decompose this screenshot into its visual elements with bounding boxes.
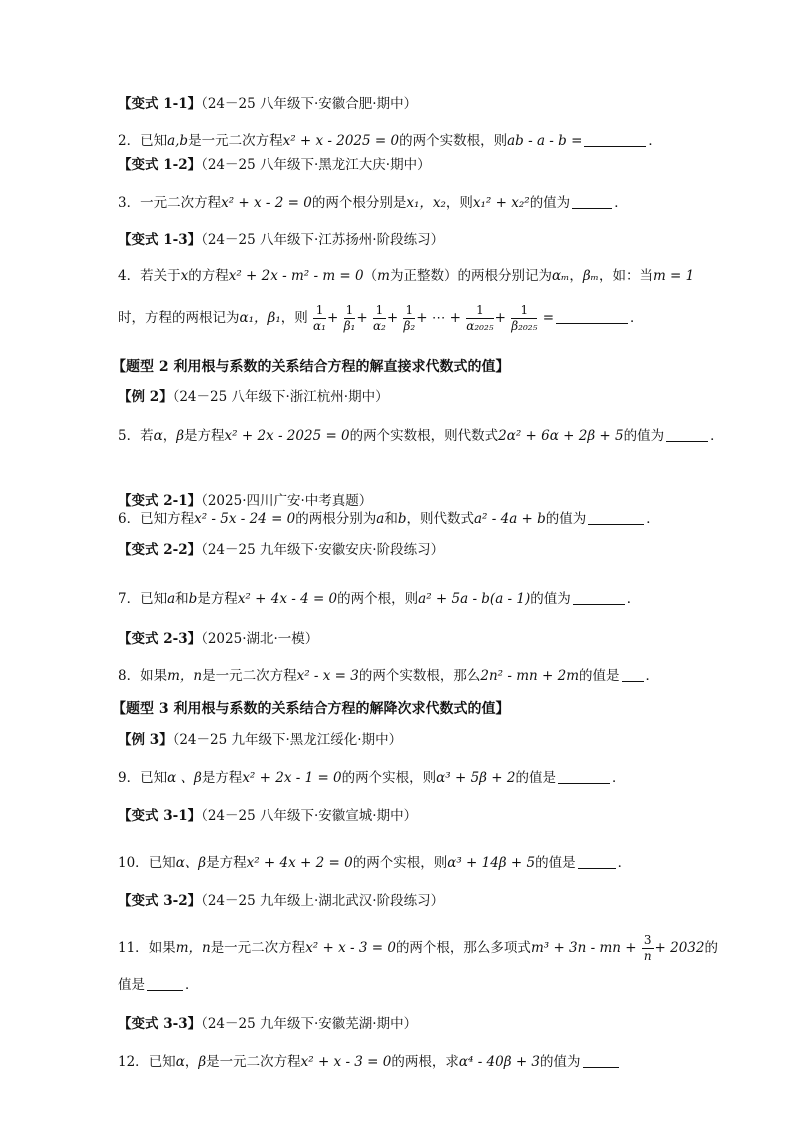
equation: x² + 4x - 4 = 0 [237,591,338,607]
equation: x² + x - 3 = 0 [300,1054,392,1070]
variant-source: （2025·湖北·一模） [201,631,319,647]
variant-source: （24－25 八年级下·安徽合肥·期中） [201,96,418,112]
question-9: 9．已知α 、β是方程x² + 2x - 1 = 0的两个实根，则α³ + 5β + 2的值是 ． [118,770,626,786]
equation: x² + 2x - 1 = 0 [242,770,342,786]
variant-header-v11 [118,94,417,114]
variant-source: （24－25 九年级下·安徽安庆·阶段练习） [201,542,445,558]
expression: 2α² + 6α + 2β + 5 [498,428,624,444]
equation: x² + 4x + 2 = 0 [246,855,353,871]
expression: a² + 5a - b(a - 1) [418,591,531,607]
variant-header-v23 [118,629,318,649]
variant-source: （2025·四川广安·中考真题） [201,493,373,509]
expression: a² - 4a + b [474,511,546,527]
fraction: $\frac{1}{\text{α₁}}$ [313,303,326,333]
answer-blank[interactable] [558,769,610,784]
question-2: 2．已知a,b是一元二次方程x² + x - 2025 = 0的两个实数根，则ab - a - b = ． [118,133,662,149]
variant-label: 【变式 1-2】 [118,157,202,173]
question-number: 2． [118,133,141,149]
example-2-header: 【例 2】（24－25 八年级下·浙江杭州·期中） [118,389,389,405]
equation: x² + 2x - m² - m = 0 [228,268,364,284]
variant-label: 【变式 2-2】 [118,542,202,558]
question-10: 10．已知α、β是方程x² + 4x + 2 = 0的两个实根，则α³ + 14β + 5的值是 ． [118,855,632,871]
answer-blank[interactable] [147,976,183,991]
expression: ab - a - b = [507,133,583,149]
question-8: 8．如果m，n是一元二次方程x² - x = 3的两个实数根，那么2n² - mn + 2m的值是 ． [118,668,659,684]
question-4: 4．若关于x的方程x² + 2x - m² - m = 0（m为正整数）的两根分别记为αₘ，βₘ，如：当m = 1 [118,268,695,284]
variant-label: 【变式 3-2】 [118,893,202,909]
expression: m³ + 3n - mn + [530,940,637,956]
variant-label: 【变式 2-1】 [118,493,202,509]
answer-blank[interactable] [556,309,628,324]
variant-source: （24－25 八年级下·安徽宣城·期中） [201,808,418,824]
question-11-line2: 值是 ． [118,977,199,993]
variant-header-v22 [118,540,444,560]
variant-header-v13 [118,230,444,250]
answer-blank[interactable] [583,1053,619,1068]
variant-label: 【变式 3-1】 [118,808,202,824]
example-3-header: 【例 3】（24－25 九年级下·黑龙江绥化·期中） [118,732,403,748]
variant-header-v31 [118,806,417,826]
variant-label: 【变式 1-1】 [118,96,202,112]
variant-header-v33 [118,1014,417,1034]
variant-label: 【变式 2-3】 [118,631,202,647]
equation: x² + 2x - 2025 = 0 [224,428,350,444]
variant-header-v21 [118,491,372,511]
fraction: $\frac{3}{n}$ [643,933,652,963]
answer-blank[interactable] [572,194,612,209]
answer-blank[interactable] [573,590,625,605]
variant-header-v32 [118,891,444,911]
fraction: $\frac{1}{\text{α₂₀₂₅}}$ [466,303,494,333]
expression: 2n² - mn + 2m [480,668,579,684]
answer-blank[interactable] [584,132,646,147]
equation: x² - 5x - 24 = 0 [194,511,296,527]
answer-blank[interactable] [622,667,644,682]
question-3: 3．一元二次方程x² + x - 2 = 0的两个根分别是x₁，x₂，则x₁² + x₂²的值为 ． [118,195,628,211]
question-7: 7．已知a和b是方程x² + 4x - 4 = 0的两个根，则a² + 5a - b(a - 1)的值为 ． [118,591,641,607]
question-6: 6．已知方程x² - 5x - 24 = 0的两根分别为a和b，则代数式a² - 4a + b的值为 ． [118,511,660,527]
math-ab: a,b [167,133,189,149]
fraction: $\frac{1}{\text{α₂}}$ [372,303,386,333]
variant-source: （24－25 九年级下·安徽芜湖·期中） [201,1016,418,1032]
section-title-3: 【题型 3 利用根与系数的关系结合方程的解降次求代数式的值】 [112,701,510,717]
variant-source: （24－25 八年级下·黑龙江大庆·期中） [201,157,431,173]
section-title-2: 【题型 2 利用根与系数的关系结合方程的解直接求代数式的值】 [112,359,510,375]
answer-blank[interactable] [578,854,616,869]
fraction: $\frac{1}{\text{β₂₀₂₅}}$ [511,303,538,333]
equation: x² - x = 3 [296,668,359,684]
answer-blank[interactable] [666,427,708,442]
expression: α⁴ - 40β + 3 [458,1054,541,1070]
question-4-line2: 时，方程的两根记为α₁，β₁，则 $\frac{1}{\text{α₁}}$ + $\frac{1}{\text{β₁}}$ + $\frac{1}{\text{α₂}}$ + $\frac{1}{\text{β₂}}$ + ⋯ + $\frac{1}{\text{α₂₀₂₅}}$ + $\frac{1}{\text{β₂₀₂₅}}$ = ． [118,303,644,333]
expression: α³ + 5β + 2 [436,770,516,786]
question-11: 11．如果m，n是一元二次方程x² + x - 3 = 0的两个根，那么多项式m³ + 3n - mn + $\frac{3}{n}$ + 2032的 [118,933,718,963]
variant-label: 【变式 3-3】 [118,1016,202,1032]
expression: x₁² + x₂² [472,195,530,211]
variant-label: 【变式 1-3】 [118,232,202,248]
variant-source: （24－25 八年级下·江苏扬州·阶段练习） [201,232,445,248]
variant-source: （24－25 九年级上·湖北武汉·阶段练习） [201,893,445,909]
equation: x² + x - 2 = 0 [221,195,312,211]
variant-header-v12 [118,155,431,175]
answer-blank[interactable] [588,510,644,525]
equation: x² + x - 3 = 0 [305,940,396,956]
equation: x² + x - 2025 = 0 [282,133,400,149]
question-12: 12．已知α，β是一元二次方程x² + x - 3 = 0的两根，求α⁴ - 40β + 3的值为 [118,1052,621,1072]
fraction: $\frac{1}{\text{β₂}}$ [403,303,416,333]
question-5: 5．若α，β是方程x² + 2x - 2025 = 0的两个实数根，则代数式2α² + 6α + 2β + 5的值为 ． [118,428,724,444]
fraction: $\frac{1}{\text{β₁}}$ [343,303,356,333]
expression: α³ + 14β + 5 [447,855,536,871]
